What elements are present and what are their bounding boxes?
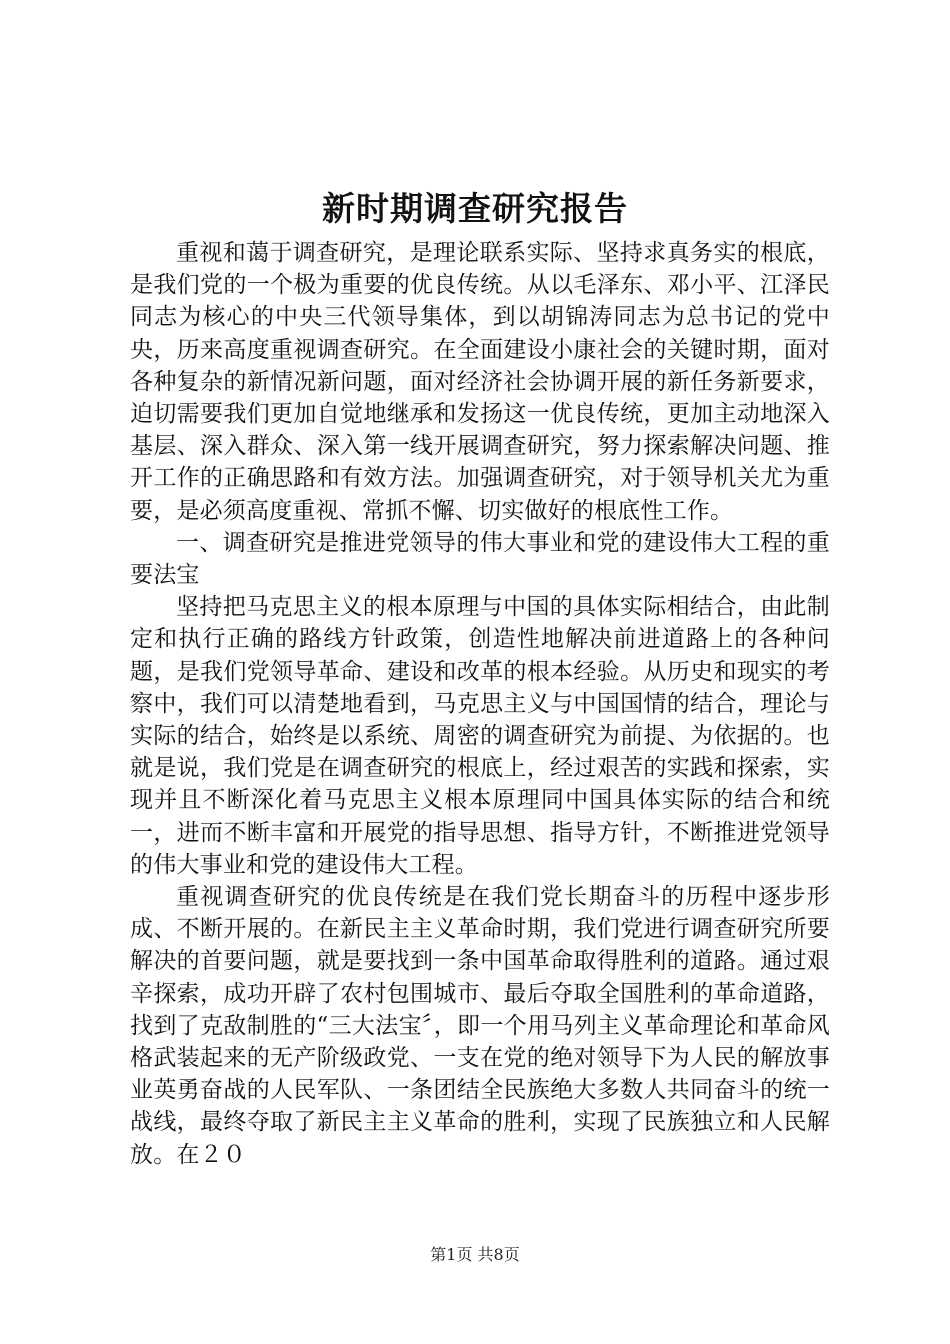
document-title: 新时期调查研究报告	[322, 189, 628, 228]
page-number-footer: 第1页 共8页	[430, 1245, 520, 1264]
paragraph-tradition-history: 重视调查研究的优良传统是在我们党长期奋斗的历程中逐步形成、不断开展的。在新民主主义革命时期，我们党进行调查研究所要解决的首要问题，就是要找到一条中国革命取得胜利的道路。通过艰辛探索，成功开辟了农村包围城市、最后夺取全国胜利的革命道路，找到了克敌制胜的“三大法宝〞，即一个用马列主义革命理论和革命风格武装起来的无产阶级政党、一支在党的绝对领导下为人民的解放事业英勇奋战的人民军队、一条团结全民族绝大多数人共同奋斗的统一战线，最终夺取了新民主主义革命的胜利，实现了民族独立和人民解放。在２０	[130, 884, 830, 1168]
paragraph-intro: 重视和蔼于调查研究，是理论联系实际、坚持求真务实的根底，是我们党的一个极为重要的优良传统。从以毛泽东、邓小平、江泽民同志为核心的中央三代领导集体，到以胡锦涛同志为总书记的党中央，历来高度重视调查研究。在全面建设小康社会的关键时期，面对各种复杂的新情况新问题，面对经济社会协调开展的新任务新要求，迫切需要我们更加自觉地继承和发扬这一优良传统，更加主动地深入基层、深入群众、深入第一线开展调查研究，努力探索解决问题、推开工作的正确思路和有效方法。加强调查研究，对于领导机关尤为重要，是必须高度重视、常抓不懈、切实做好的根底性工作。	[130, 240, 830, 524]
paragraph-marxism-practice: 坚持把马克思主义的根本原理与中国的具体实际相结合，由此制定和执行正确的路线方针政策，创造性地解决前进道路上的各种问题，是我们党领导革命、建设和改革的根本经验。从历史和现实的考察中，我们可以清楚地看到，马克思主义与中国国情的结合，理论与实际的结合，始终是以系统、周密的调查研究为前提、为依据的。也就是说，我们党是在调查研究的根底上，经过艰苦的实践和探索，实现并且不断深化着马克思主义根本原理同中国具体实际的结合和统一，进而不断丰富和开展党的指导思想、指导方针，不断推进党领导的伟大事业和党的建设伟大工程。	[130, 594, 830, 878]
document-body	[130, 237, 830, 1171]
section-heading-1: 一、调查研究是推进党领导的伟大事业和党的建设伟大工程的重要法宝	[130, 529, 830, 589]
